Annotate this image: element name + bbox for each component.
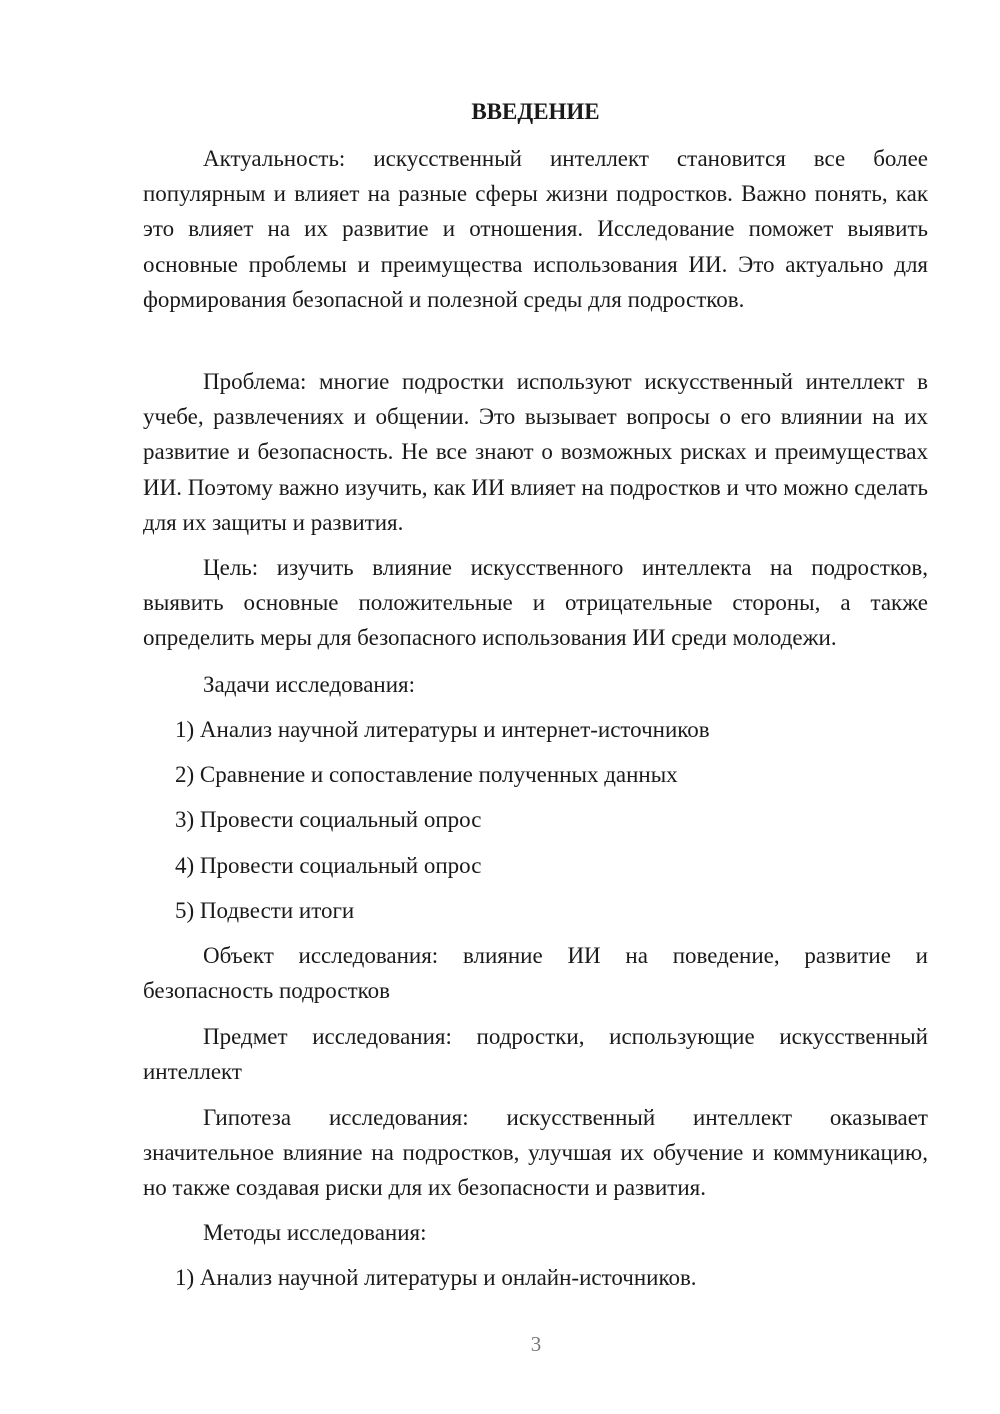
- methods-heading: Методы исследования:: [203, 1220, 427, 1245]
- page-title: ВВЕДЕНИЕ: [471, 99, 600, 124]
- task-item-3: 3) Провести социальный опрос: [175, 807, 482, 832]
- goal-paragraph: Цель: изучить влияние искусственного интеллекта на подростков, выявить основные положительные и отрицательные стороны, а также определить меры для безопасного использования ИИ среди молодежи.: [143, 555, 928, 651]
- object-paragraph: Объект исследования: влияние ИИ на поведение, развитие и безопасность подростков: [143, 943, 928, 1004]
- task-item-5: 5) Подвести итоги: [175, 898, 355, 923]
- hypothesis-paragraph: Гипотеза исследования: искусственный интеллект оказывает значительное влияние на подростков, улучшая их обучение и коммуникацию, но также создавая риски для их безопасности и развития.: [143, 1105, 928, 1201]
- task-item-4: 4) Провести социальный опрос: [175, 853, 482, 878]
- task-item-1: 1) Анализ научной литературы и интернет-источников: [175, 717, 710, 742]
- relevance-paragraph: Актуальность: искусственный интеллект становится все более популярным и влияет на разные сферы жизни подростков. Важно понять, как это влияет на их развитие и отношения. Исследование поможет выявить основные проблемы и преимущества использования ИИ. Это актуально для формирования безопасной и полезной среды для подростков.: [143, 146, 928, 312]
- task-item-2: 2) Сравнение и сопоставление полученных данных: [175, 762, 678, 787]
- tasks-heading: Задачи исследования:: [203, 672, 416, 697]
- problem-paragraph: Проблема: многие подростки используют искусственный интеллект в учебе, развлечениях и общении. Это вызывает вопросы о его влиянии на их развитие и безопасность. Не все знают о возможных рисках и преимуществах ИИ. Поэтому важно изучить, как ИИ влияет на подростков и что можно сделать для их защиты и развития.: [143, 369, 928, 535]
- subject-paragraph: Предмет исследования: подростки, использующие искусственный интеллект: [143, 1024, 928, 1085]
- page-number: 3: [530, 1332, 542, 1356]
- method-item-1: 1) Анализ научной литературы и онлайн-источников.: [175, 1265, 697, 1290]
